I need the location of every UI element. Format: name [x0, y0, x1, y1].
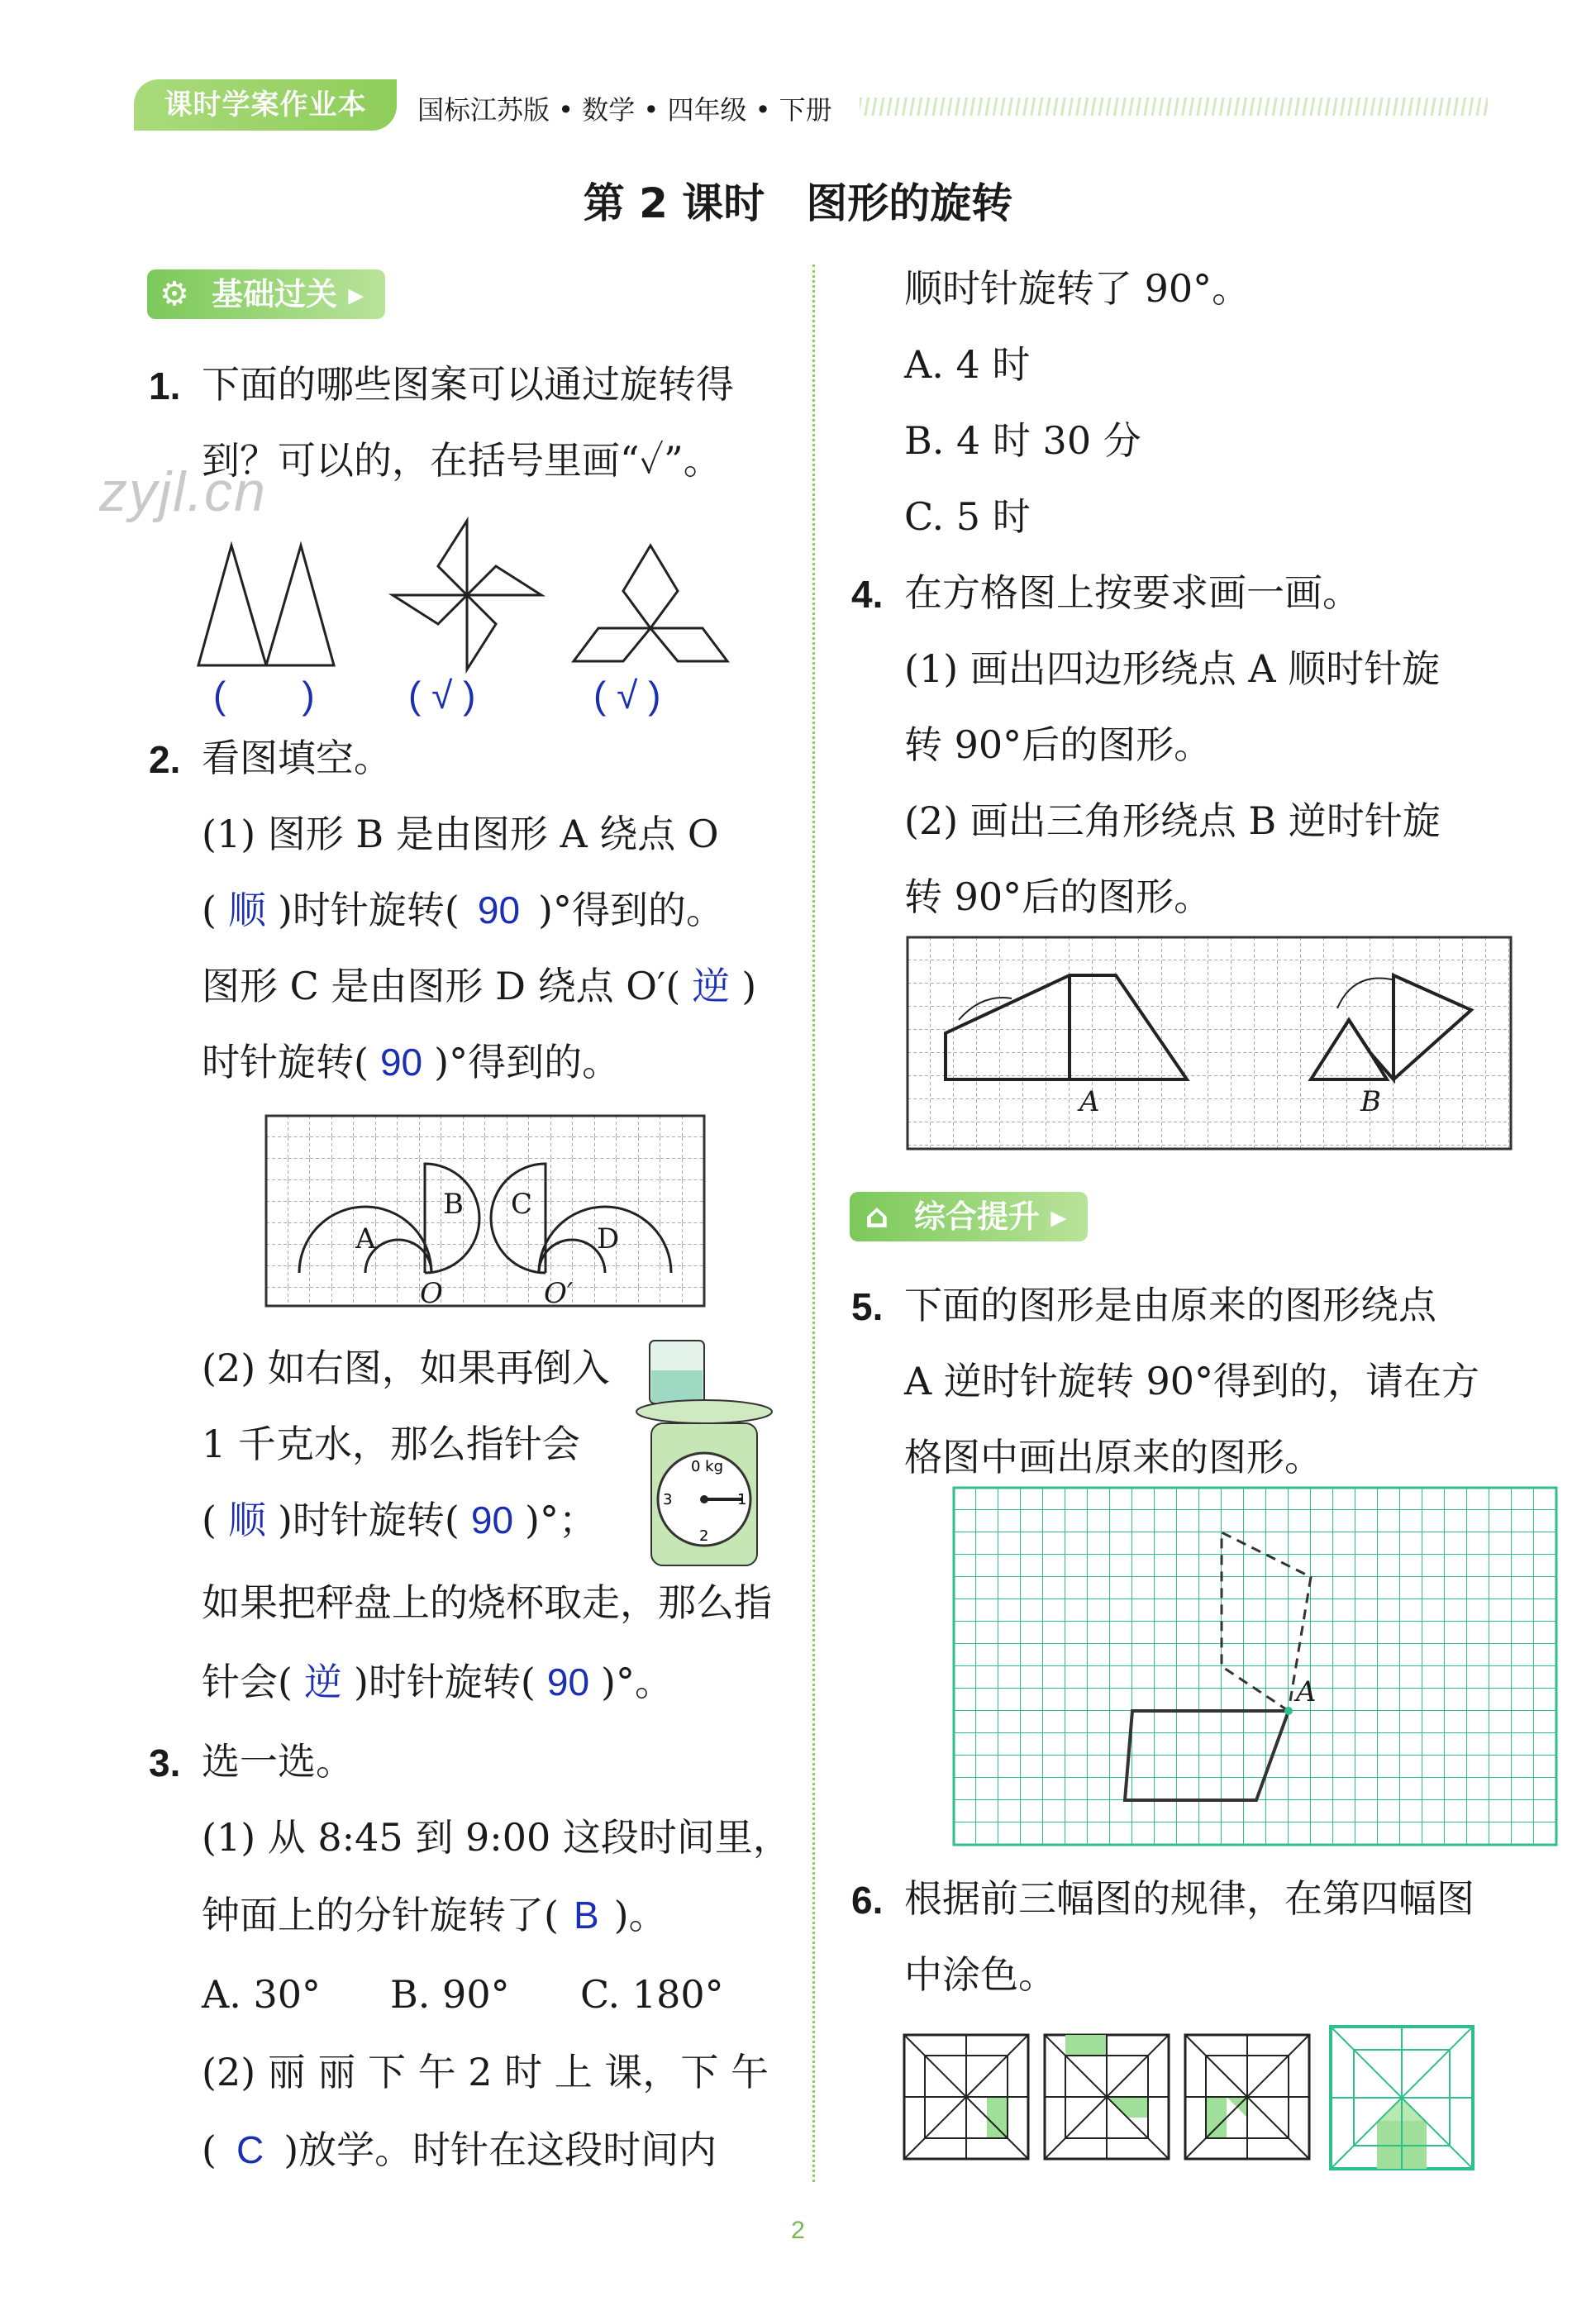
- q4-p2-line2: 转 90°后的图形。: [904, 874, 1212, 919]
- scale-illustration: [635, 1337, 775, 1569]
- q1-line2: 到？可以的，在括号里画“✓”。: [202, 438, 722, 483]
- watermark: zyjl.cn: [99, 460, 267, 523]
- q3-option-a: A. 30°: [202, 1972, 321, 2017]
- q5-grid-figure: [954, 1488, 1557, 1846]
- q3-p2-option-c: C. 5 时: [904, 494, 1031, 539]
- q6-figure-2: [1045, 2035, 1169, 2159]
- house-icon: ⌂: [865, 1198, 889, 1236]
- q1-number: 1.: [149, 364, 181, 407]
- q3-number: 3.: [149, 1741, 181, 1784]
- page-number: 2: [791, 2217, 805, 2244]
- dial-zero: 0 kg: [691, 1458, 724, 1475]
- series-tab: 课时学案作业本: [134, 79, 397, 131]
- q1-triangle-left: [198, 546, 266, 665]
- q4-number: 4.: [851, 573, 884, 616]
- q5-point-a: [1284, 1707, 1293, 1715]
- q2-p1-line2: ( 顺 )时针旋转( 90 )°得到的。: [202, 888, 724, 932]
- q2-p2-line2: 1 千克水，那么指针会: [202, 1422, 580, 1466]
- q2-grid-figure: [266, 1116, 704, 1308]
- q3-option-c: C. 180°: [580, 1972, 724, 2017]
- q6-figure-4: [1331, 2027, 1473, 2169]
- q1-answer-3: ( √ ): [593, 674, 661, 717]
- q6-line1: 根据前三幅图的规律，在第四幅图: [904, 1876, 1475, 1921]
- q3-p2-option-a: A. 4 时: [904, 342, 1031, 387]
- q1-answer-2: ( √ ): [408, 674, 476, 717]
- q3-option-b: B. 90°: [390, 1972, 510, 2017]
- q4-label-b: B: [1360, 1085, 1381, 1118]
- q4-p1-line2: 转 90°后的图形。: [904, 722, 1212, 767]
- q2-p2-line5: 针会( 逆 )时针旋转( 90 )°。: [202, 1660, 673, 1704]
- q6-figure-3: [1185, 2035, 1309, 2159]
- section-advanced-label: 综合提升: [914, 1198, 1041, 1235]
- q2-p1-line3: 图形 C 是由图形 D 绕点 O′( 逆 ): [202, 964, 757, 1008]
- q3-p1-line2: 钟面上的分针旋转了( B )。: [202, 1893, 667, 1937]
- grid-label-d: D: [597, 1222, 620, 1255]
- q2-p1-line4: 时针旋转( 90 )°得到的。: [202, 1040, 621, 1084]
- q1-figures: [190, 512, 752, 678]
- page-title: 第 2 课时 图形的旋转: [583, 179, 1013, 227]
- q2-number: 2.: [149, 738, 181, 781]
- q1-triangle-right: [266, 546, 334, 665]
- section-basic-label: 基础过关: [212, 276, 338, 312]
- grid-label-o-prime: O′: [544, 1277, 574, 1310]
- q6-line2: 中涂色。: [904, 1952, 1056, 1997]
- grid-label-b: B: [443, 1188, 464, 1221]
- q4-label-a: A: [1079, 1085, 1100, 1118]
- section-badge-basic: ⚙ 基础过关 ▸: [147, 269, 385, 319]
- book-subtitle: 国标江苏版 • 数学 • 四年级 • 下册: [417, 94, 832, 126]
- column-divider: [812, 264, 815, 2182]
- q1-rhombi: [574, 546, 727, 661]
- q4-stem: 在方格图上按要求画一画。: [904, 570, 1360, 615]
- q3-stem: 选一选。: [202, 1739, 354, 1784]
- q1-pinwheel: [393, 521, 541, 669]
- q2-stem: 看图填空。: [202, 736, 392, 780]
- q2-p2-line3: ( 顺 )时针旋转( 90 )°；: [202, 1498, 597, 1542]
- q3-p2-line3: 顺时针旋转了 90°。: [904, 266, 1251, 311]
- q5-line2: A 逆时针旋转 90°得到的，请在方: [904, 1359, 1479, 1403]
- scale-pan: [636, 1400, 772, 1423]
- dial-three: 3: [663, 1491, 673, 1508]
- dial-one: 1: [737, 1491, 747, 1508]
- q2-p1-line1: (1) 图形 B 是由图形 A 绕点 O: [202, 812, 719, 856]
- q6-number: 6.: [851, 1879, 884, 1922]
- q2-p2-line1: (2) 如右图，如果再倒入: [202, 1346, 610, 1390]
- q3-p1-line1: (1) 从 8:45 到 9:00 这段时间里，: [202, 1815, 791, 1860]
- q6-pattern-figures: [903, 2033, 1481, 2190]
- q5-number: 5.: [851, 1285, 884, 1328]
- grid-label-a: A: [355, 1222, 376, 1255]
- q3-p2-option-b: B. 4 时 30 分: [904, 418, 1141, 463]
- q5-label-a: A: [1296, 1675, 1317, 1708]
- q4-grid-figure: [908, 937, 1513, 1151]
- q5-line3: 格图中画出原来的图形。: [904, 1435, 1322, 1479]
- header-stripe: [860, 98, 1488, 116]
- grid-label-o: O: [420, 1277, 443, 1310]
- grid-label-c: C: [511, 1188, 533, 1221]
- gear-icon: ⚙: [160, 275, 189, 313]
- dial-two: 2: [699, 1527, 709, 1545]
- q3-p2-line2: ( C )放学。时针在这段时间内: [202, 2127, 717, 2172]
- q3-p2-line1: (2) 丽 丽 下 午 2 时 上 课，下 午: [202, 2050, 769, 2094]
- q4-p1-line1: (1) 画出四边形绕点 A 顺时针旋: [904, 646, 1441, 691]
- q2-p2-line4: 如果把秤盘上的烧杯取走，那么指: [202, 1580, 772, 1625]
- q1-answer-1: ( ): [213, 674, 315, 717]
- q5-line1: 下面的图形是由原来的图形绕点: [904, 1283, 1436, 1327]
- q1-line1: 下面的哪些图案可以通过旋转得: [202, 362, 734, 407]
- q4-p2-line1: (2) 画出三角形绕点 B 逆时针旋: [904, 798, 1441, 843]
- q6-figure-1: [904, 2035, 1028, 2159]
- section-badge-advanced: ⌂ 综合提升 ▸: [850, 1192, 1088, 1241]
